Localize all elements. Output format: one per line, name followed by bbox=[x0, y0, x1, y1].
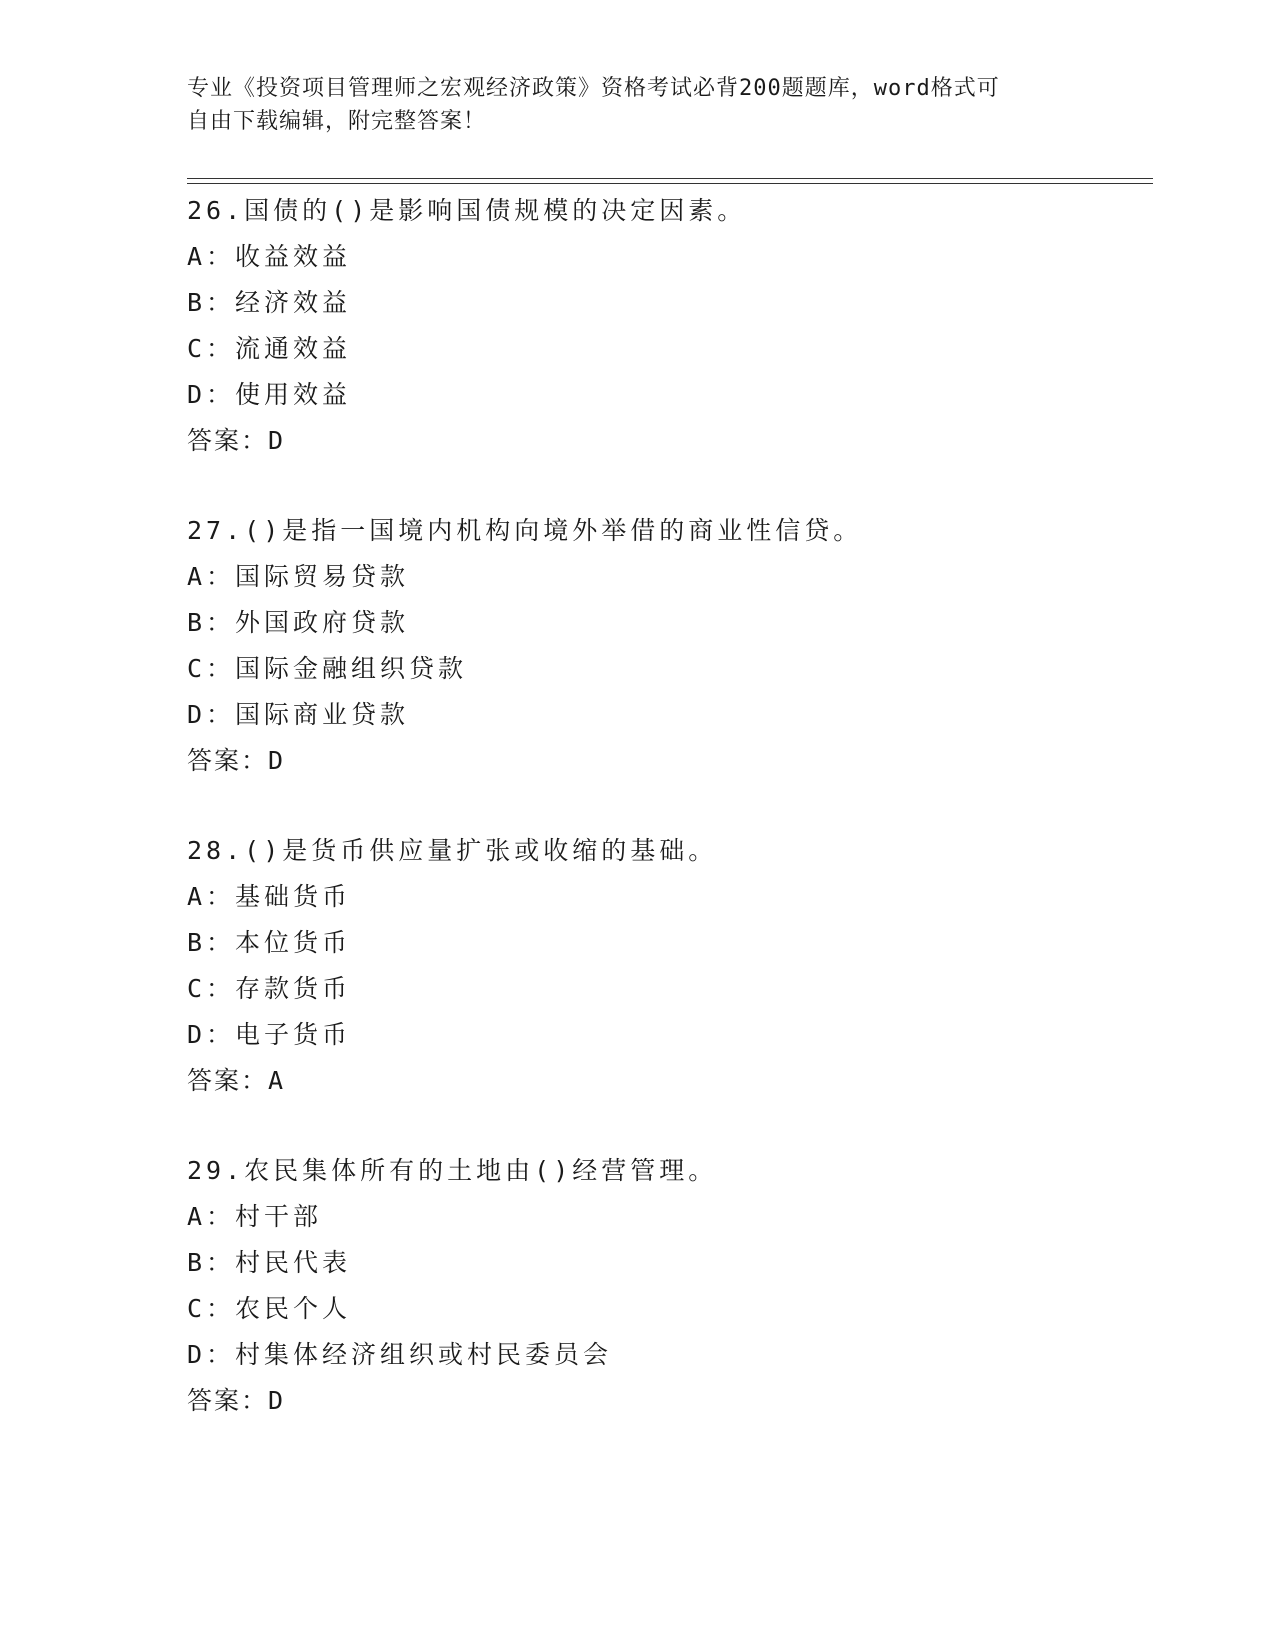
option-a: A：收益效益 bbox=[187, 242, 352, 271]
question-stem: 27.()是指一国境内机构向境外举借的商业性信贷。 bbox=[187, 516, 863, 545]
answer-line: 答案：D bbox=[187, 746, 286, 775]
question-block bbox=[187, 508, 1147, 784]
option-c: C：国际金融组织贷款 bbox=[187, 654, 468, 683]
question-stem: 28.()是货币供应量扩张或收缩的基础。 bbox=[187, 836, 718, 865]
question-stem: 29.农民集体所有的土地由()经营管理。 bbox=[187, 1156, 718, 1185]
header-line-2: 自由下载编辑，附完整答案！ bbox=[187, 109, 487, 134]
option-d: D：国际商业贷款 bbox=[187, 700, 410, 729]
option-b: B：本位货币 bbox=[187, 928, 352, 957]
answer-line: 答案：D bbox=[187, 426, 286, 455]
option-a: A：基础货币 bbox=[187, 882, 352, 911]
option-b: B：经济效益 bbox=[187, 288, 352, 317]
option-d: D：电子货币 bbox=[187, 1020, 352, 1049]
answer-line: 答案：A bbox=[187, 1066, 286, 1095]
header-divider-bottom bbox=[187, 183, 1153, 184]
option-c: C：流通效益 bbox=[187, 334, 352, 363]
option-b: B：外国政府贷款 bbox=[187, 608, 410, 637]
header-divider-top bbox=[187, 178, 1153, 179]
option-c: C：存款货币 bbox=[187, 974, 352, 1003]
option-d: D：村集体经济组织或村民委员会 bbox=[187, 1340, 613, 1369]
question-block bbox=[187, 828, 1147, 1104]
option-d: D：使用效益 bbox=[187, 380, 352, 409]
document-header bbox=[187, 72, 1087, 138]
option-b: B：村民代表 bbox=[187, 1248, 352, 1277]
answer-line: 答案：D bbox=[187, 1386, 286, 1415]
header-line-1: 专业《投资项目管理师之宏观经济政策》资格考试必背200题题库，word格式可 bbox=[187, 76, 1000, 101]
option-a: A：村干部 bbox=[187, 1202, 323, 1231]
option-c: C：农民个人 bbox=[187, 1294, 352, 1323]
option-a: A：国际贸易贷款 bbox=[187, 562, 410, 591]
question-block bbox=[187, 188, 1147, 464]
question-block bbox=[187, 1148, 1147, 1424]
question-stem: 26.国债的()是影响国债规模的决定因素。 bbox=[187, 196, 747, 225]
